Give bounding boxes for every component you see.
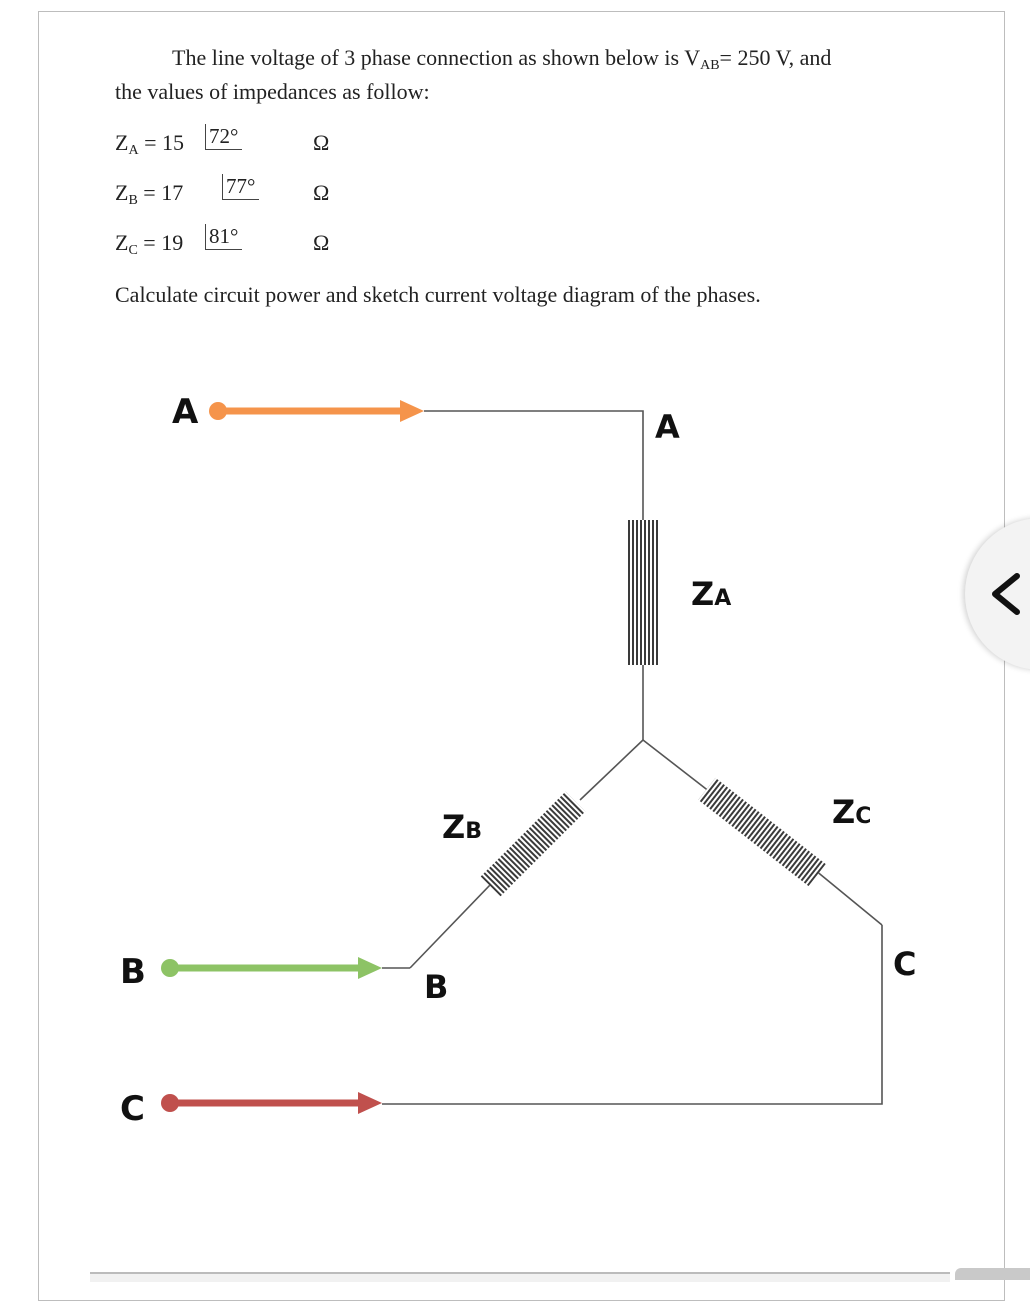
phase-c-arrow <box>161 1092 382 1114</box>
impedance-label-zb: ZB <box>442 808 482 846</box>
terminal-label-b: B <box>120 952 146 992</box>
problem-intro-line1: The line voltage of 3 phase connection as shown below is $V_{AB}= 250$ V, and <box>172 45 832 73</box>
ohm-unit-c: Ω <box>313 230 330 255</box>
terminal-label-a: A <box>172 392 199 432</box>
impedance-row-c: $Z_C = 19$ <box>115 230 184 258</box>
bottom-bar <box>90 1272 950 1282</box>
impedance-label-zc: ZC <box>832 793 872 831</box>
ohm-unit-b: Ω <box>313 180 330 205</box>
impedance-zc-coil <box>698 778 826 886</box>
phase-b-arrow <box>161 957 382 979</box>
bottom-scroll-handle[interactable] <box>955 1268 1030 1280</box>
node-label-b: B <box>424 968 449 1006</box>
chevron-left-icon <box>965 518 1025 670</box>
impedance-row-a: $Z_A = 15$ <box>115 130 184 158</box>
impedance-angle-a: 72° <box>205 124 242 150</box>
impedance-angle-c: 81° <box>205 224 242 250</box>
circuit-wires <box>382 411 882 1104</box>
node-label-c: C <box>893 945 917 983</box>
impedance-row-b: $Z_B = 17$ <box>115 180 184 208</box>
impedance-angle-b: 77° <box>222 174 259 200</box>
back-nav-button[interactable] <box>965 518 1030 670</box>
phase-a-arrow <box>209 400 424 422</box>
impedance-zb-coil <box>481 792 586 897</box>
impedance-label-za: ZA <box>691 575 732 613</box>
node-label-a: A <box>655 408 680 446</box>
impedance-za-coil <box>626 520 660 665</box>
ohm-unit-a: Ω <box>313 130 330 155</box>
terminal-label-c: C <box>120 1089 145 1129</box>
problem-intro-line2: the values of impedances as follow: <box>115 79 430 104</box>
problem-question: Calculate circuit power and sketch current voltage diagram of the phases. <box>115 282 761 307</box>
